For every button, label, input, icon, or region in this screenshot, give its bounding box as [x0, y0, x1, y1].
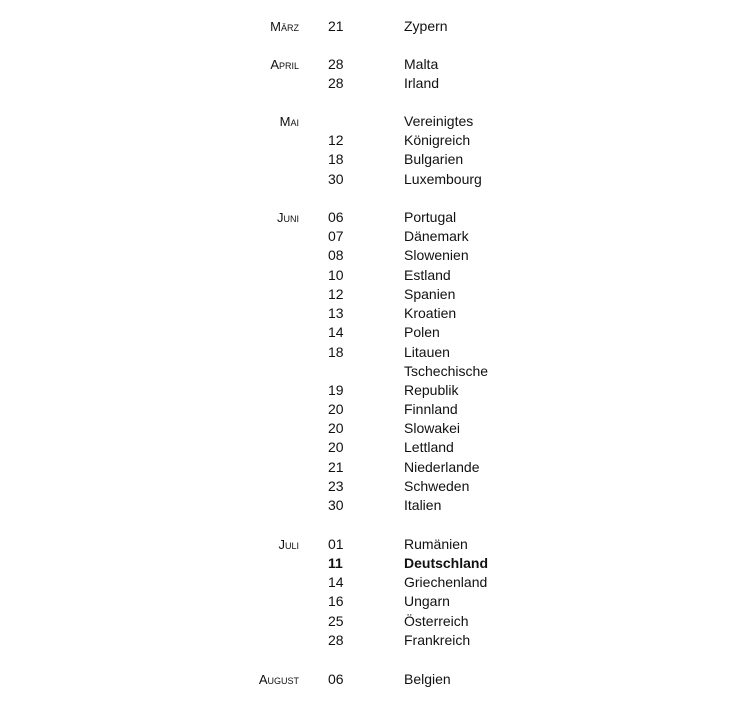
day-number: 28: [328, 75, 344, 91]
day-number: 14: [328, 324, 344, 340]
day-number: 18: [328, 151, 344, 167]
day-number: 14: [328, 574, 344, 590]
day-number: 11: [328, 555, 343, 571]
schedule-row: [0, 496, 729, 515]
country-name: Zypern: [404, 18, 448, 34]
schedule-row-highlighted: [0, 554, 729, 573]
country-name: Bulgarien: [404, 151, 464, 167]
schedule-row: [0, 670, 729, 689]
schedule-row: [0, 55, 729, 74]
country-name: Schweden: [404, 478, 470, 494]
day-number: 19: [328, 382, 344, 398]
country-name: Dänemark: [404, 228, 469, 244]
day-number: 12: [328, 132, 344, 148]
day-number: 18: [328, 344, 344, 360]
schedule-row: [0, 208, 729, 227]
month-label: April: [270, 57, 299, 72]
country-name: Republik: [404, 382, 459, 398]
day-number: 28: [328, 632, 344, 648]
country-name: Deutschland: [404, 555, 489, 571]
month-label: Juni: [277, 210, 299, 225]
country-name: Estland: [404, 267, 451, 283]
day-number: 28: [328, 56, 344, 72]
day-number: 16: [328, 593, 344, 609]
day-number: 06: [328, 671, 344, 687]
schedule-row: [0, 592, 729, 611]
country-name: Niederlande: [404, 459, 480, 475]
day-number: 30: [328, 171, 344, 187]
country-name: Ungarn: [404, 593, 450, 609]
country-name: Malta: [404, 56, 439, 72]
schedule-row: [0, 170, 729, 189]
day-number: 30: [328, 497, 344, 513]
country-name: Slowenien: [404, 247, 469, 263]
day-number: 12: [328, 286, 344, 302]
schedule-row: [0, 266, 729, 285]
country-name: Vereinigtes: [404, 113, 474, 129]
day-number: 21: [328, 18, 344, 34]
schedule-row: [0, 304, 729, 323]
country-name: Königreich: [404, 132, 471, 148]
country-name: Spanien: [404, 286, 456, 302]
month-label: Juli: [278, 537, 299, 552]
day-number: 07: [328, 228, 344, 244]
day-number: 08: [328, 247, 344, 263]
schedule-row: [0, 631, 729, 650]
schedule-row: [0, 74, 729, 93]
schedule-row: [0, 458, 729, 477]
country-name: Finnland: [404, 401, 458, 417]
day-number: 20: [328, 401, 344, 417]
schedule-row: [0, 323, 729, 342]
schedule-row: [0, 400, 729, 419]
country-name: Irland: [404, 75, 440, 91]
schedule-row: [0, 17, 729, 36]
month-label: März: [270, 19, 299, 34]
country-name: Portugal: [404, 209, 457, 225]
country-name: Polen: [404, 324, 440, 340]
country-name: Kroatien: [404, 305, 457, 321]
schedule-row: [0, 150, 729, 169]
schedule-row: [0, 131, 729, 150]
country-name: Österreich: [404, 613, 469, 629]
country-name: Belgien: [404, 671, 451, 687]
day-number: 21: [328, 459, 344, 475]
country-name: Frankreich: [404, 632, 471, 648]
schedule-row: [0, 362, 729, 381]
month-label: Mai: [279, 114, 299, 129]
month-label: August: [258, 672, 299, 687]
schedule-row: [0, 419, 729, 438]
schedule-row: [0, 343, 729, 362]
schedule-row: [0, 112, 729, 131]
country-name: Lettland: [404, 439, 454, 455]
day-number: 06: [328, 209, 344, 225]
schedule-row: [0, 535, 729, 554]
day-number: 25: [328, 613, 344, 629]
country-name: Rumänien: [404, 536, 468, 552]
country-name: Litauen: [404, 344, 450, 360]
day-number: 20: [328, 420, 344, 436]
country-name: Griechenland: [404, 574, 488, 590]
schedule-row: [0, 477, 729, 496]
schedule-row: [0, 438, 729, 457]
schedule-row: [0, 573, 729, 592]
schedule-row: [0, 381, 729, 400]
country-name: Tschechische: [404, 363, 489, 379]
day-number: 20: [328, 439, 344, 455]
schedule-row: [0, 285, 729, 304]
day-number: 01: [328, 536, 344, 552]
schedule-row: [0, 612, 729, 631]
country-name: Luxembourg: [404, 171, 482, 187]
country-name: Slowakei: [404, 420, 461, 436]
day-number: 23: [328, 478, 344, 494]
schedule-row: [0, 227, 729, 246]
day-number: 13: [328, 305, 344, 321]
day-number: 10: [328, 267, 344, 283]
schedule-row: [0, 246, 729, 265]
country-name: Italien: [404, 497, 442, 513]
